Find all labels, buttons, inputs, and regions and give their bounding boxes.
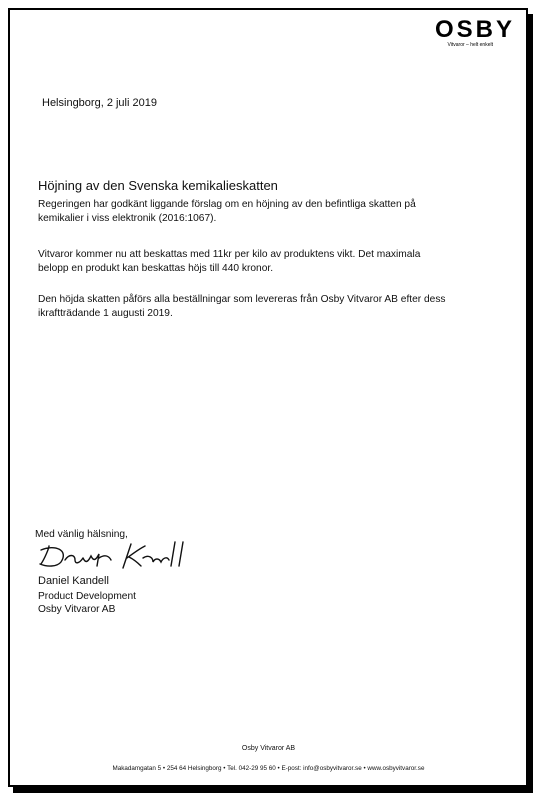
paragraph-2	[38, 248, 478, 276]
letter-date: Helsingborg, 2 juli 2019	[42, 97, 157, 109]
paragraph-line: Den höjda skatten påförs alla beställningar som levereras från Osby Vitvaror AB efter dess	[38, 294, 446, 305]
logo-tagline: Vitvaror – helt enkelt	[447, 42, 493, 48]
footer-address: Makadamgatan 5 • 254 64 Helsingborg • Tel. 042-29 95 60 • E-post: info@osbyvitvaror.se • www.osbyvitvaror.se	[112, 765, 425, 772]
signer-company: Osby Vitvaror AB	[38, 604, 116, 615]
paragraph-line: Regeringen har godkänt liggande förslag om en höjning av den befintliga skatten på	[38, 199, 416, 210]
paragraph-1	[38, 198, 478, 226]
logo-wordmark: OSBY	[434, 16, 515, 43]
paragraph-3	[38, 293, 478, 321]
paragraph-line: ikraftträdande 1 augusti 2019.	[38, 308, 173, 319]
osby-logo	[435, 18, 515, 48]
closing-salutation: Med vänlig hälsning,	[35, 529, 128, 540]
signer-title: Product Development	[38, 591, 136, 602]
letter-heading: Höjning av den Svenska kemikalieskatten	[38, 178, 278, 193]
signer-name: Daniel Kandell	[38, 575, 109, 587]
paragraph-line: belopp en produkt kan beskattas höjs till 440 kronor.	[38, 263, 274, 274]
paragraph-line: Vitvaror kommer nu att beskattas med 11kr per kilo av produktens vikt. Det maximala	[38, 249, 421, 260]
letter-page	[8, 8, 528, 787]
paragraph-line: kemikalier i viss elektronik (2016:1067).	[38, 213, 217, 224]
footer-company: Osby Vitvaror AB	[241, 745, 296, 752]
handwritten-signature	[35, 540, 195, 574]
